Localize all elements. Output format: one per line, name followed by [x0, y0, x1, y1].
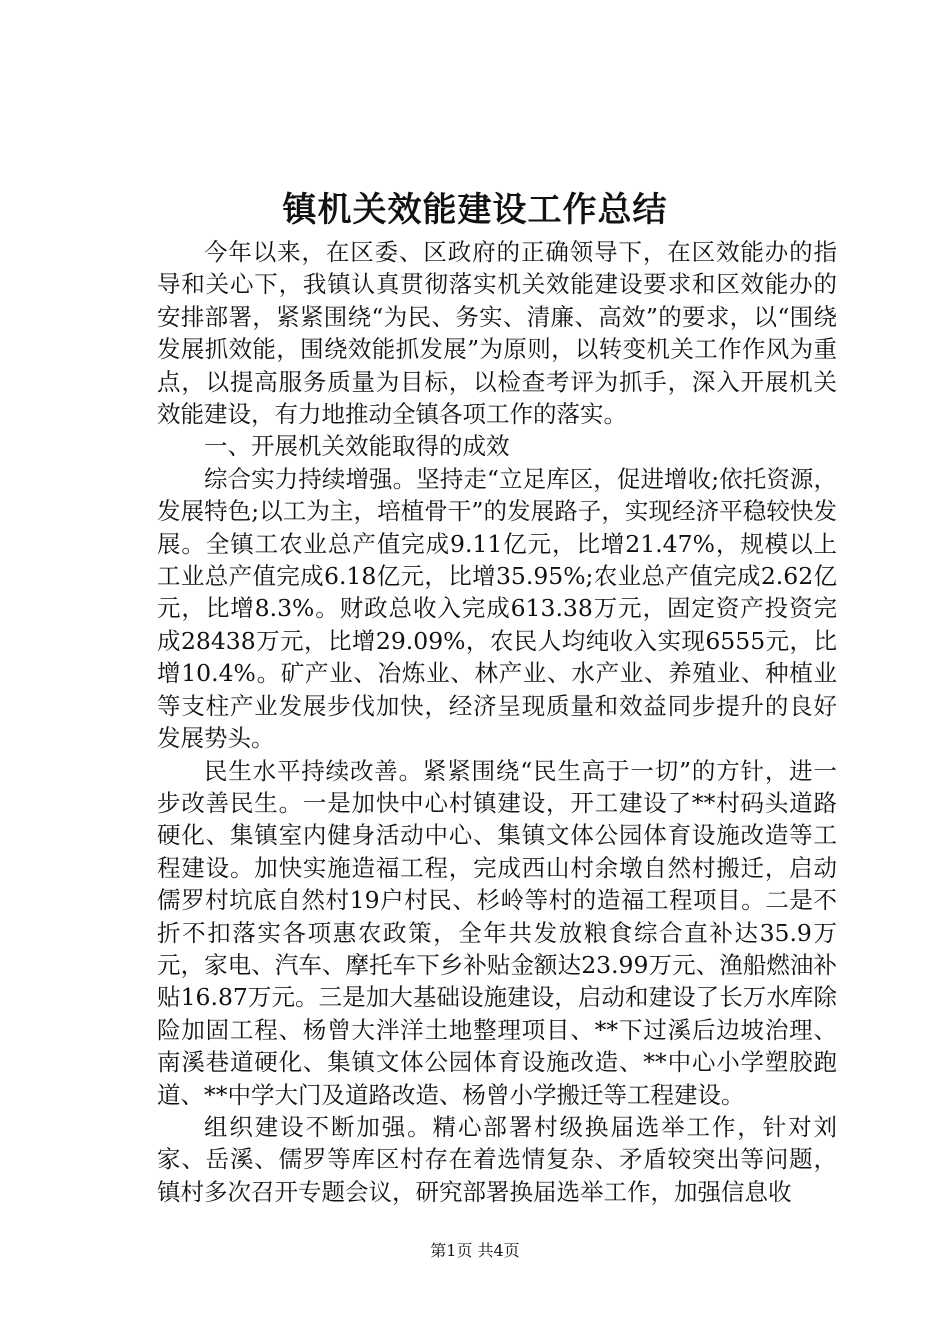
document-title: 镇机关效能建设工作总结	[282, 190, 668, 230]
livelihood-paragraph: 民生水平持续改善。紧紧围绕“民生高于一切”的方针，进一步改善民生。一是加快中心村镇建设，开工建设了**村码头道路硬化、集镇室内健身活动中心、集镇文体公园体育设施改造等工程建设。加快实施造福工程，完成西山村余墩自然村搬迁，启动儒罗村坑底自然村19户村民、杉岭等村的造福工程项目。二是不折不扣落实各项惠农政策，全年共发放粮食综合直补达35.9万元，家电、汽车、摩托车下乡补贴金额达23.99万元、渔船燃油补贴16.87万元。三是加大基础设施建设，启动和建设了长万水库除险加固工程、杨曾大泮洋土地整理项目、**下过溪后边坡治理、南溪巷道硬化、集镇文体公园体育设施改造、**中心小学塑胶跑道、**中学大门及道路改造、杨曾小学搬迁等工程建设。	[157, 756, 837, 1109]
organization-paragraph: 组织建设不断加强。精心部署村级换届选举工作，针对刘家、岳溪、儒罗等库区村存在着选情复杂、矛盾较突出等问题，镇村多次召开专题会议，研究部署换届选举工作，加强信息收	[157, 1112, 837, 1206]
document-body	[157, 236, 837, 1208]
economy-paragraph: 综合实力持续增强。坚持走“立足库区，促进增收;依托资源，发展特色;以工为主，培植骨干”的发展路子，实现经济平稳较快发展。全镇工农业总产值完成9.11亿元，比增21.47%，规模以上工业总产值完成6.18亿元，比增35.95%;农业总产值完成2.62亿元，比增8.3%。财政总收入完成613.38万元，固定资产投资完成28438万元，比增29.09%，农民人均纯收入实现6555元，比增10.4%。矿产业、冶炼业、林产业、水产业、养殖业、种植业等支柱产业发展步伐加快，经济呈现质量和效益同步提升的良好发展势头。	[157, 464, 837, 753]
intro-paragraph: 今年以来，在区委、区政府的正确领导下，在区效能办的指导和关心下，我镇认真贯彻落实机关效能建设要求和区效能办的安排部署，紧紧围绕“为民、务实、清廉、高效”的要求，以“围绕发展抓效能，围绕效能抓发展”为原则，以转变机关工作作风为重点，以提高服务质量为目标，以检查考评为抓手，深入开展机关效能建设，有力地推动全镇各项工作的落实。	[157, 238, 837, 429]
section-heading: 一、开展机关效能取得的成效	[204, 432, 510, 461]
page-footer: 第1页 共4页	[430, 1241, 520, 1260]
